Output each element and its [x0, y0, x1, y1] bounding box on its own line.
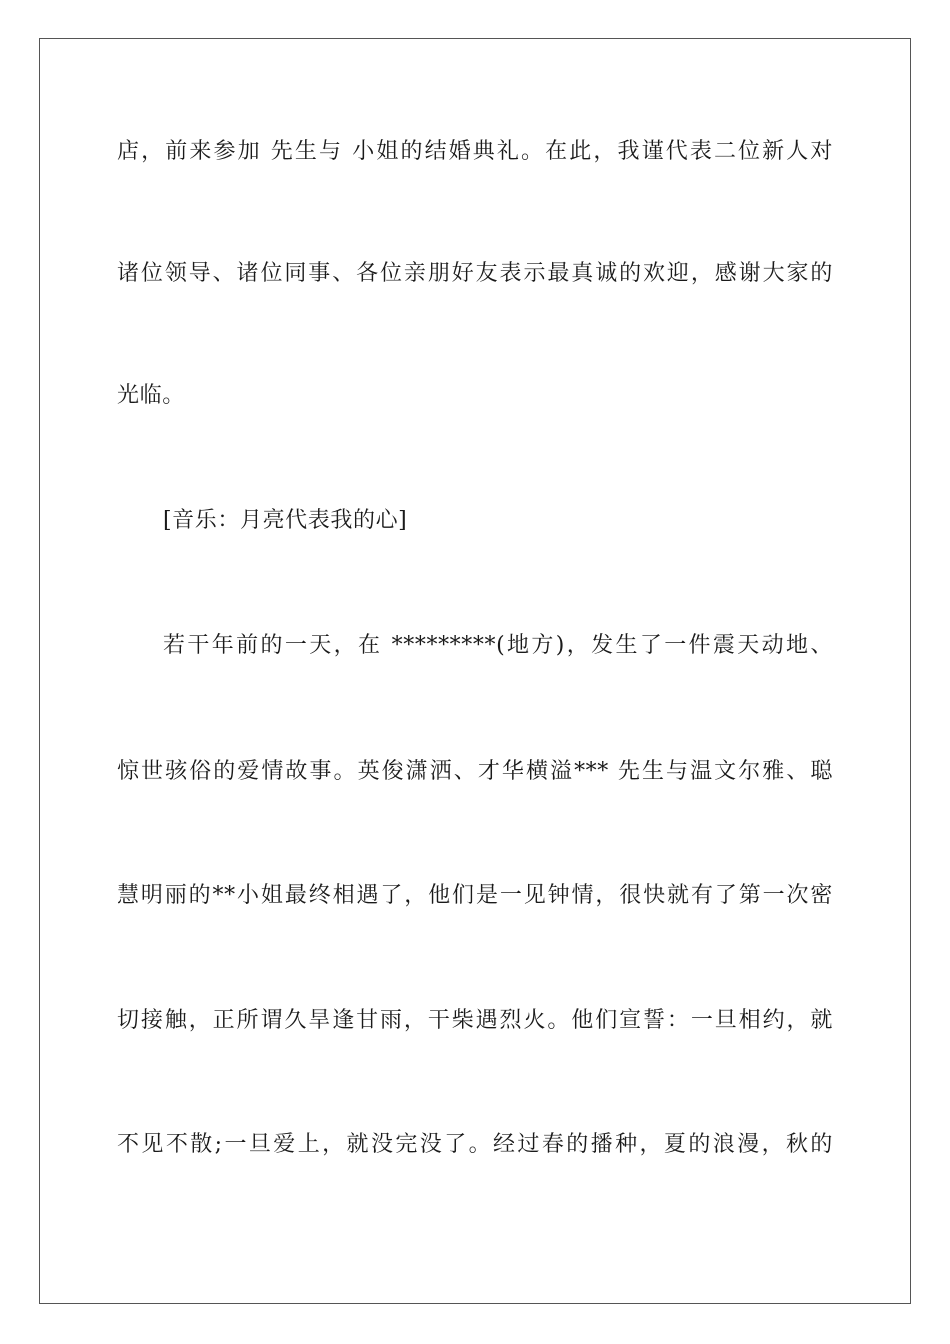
- text-line-2: 诸位领导、诸位同事、各位亲朋好友表示最真诚的欢迎，感谢大家的: [117, 261, 833, 286]
- text-line-1: 店，前来参加 先生与 小姐的结婚典礼。在此，我谨代表二位新人对: [117, 139, 833, 164]
- text-line-8: 切接触，正所谓久旱逢甘雨，干柴遇烈火。他们宣誓：一旦相约，就: [117, 1008, 833, 1033]
- music-cue-line: [音乐：月亮代表我的心]: [163, 508, 408, 533]
- text-line-3: 光临。: [117, 383, 185, 408]
- text-line-7: 慧明丽的**小姐最终相遇了，他们是一见钟情，很快就有了第一次密: [117, 883, 833, 908]
- text-line-5: 若干年前的一天，在 *********(地方)，发生了一件震天动地、: [163, 633, 833, 658]
- text-line-6: 惊世骇俗的爱情故事。英俊潇洒、才华横溢*** 先生与温文尔雅、聪: [117, 759, 833, 784]
- text-line-9: 不见不散;一旦爱上，就没完没了。经过春的播种，夏的浪漫，秋的: [117, 1132, 833, 1157]
- page-border: [39, 38, 911, 1304]
